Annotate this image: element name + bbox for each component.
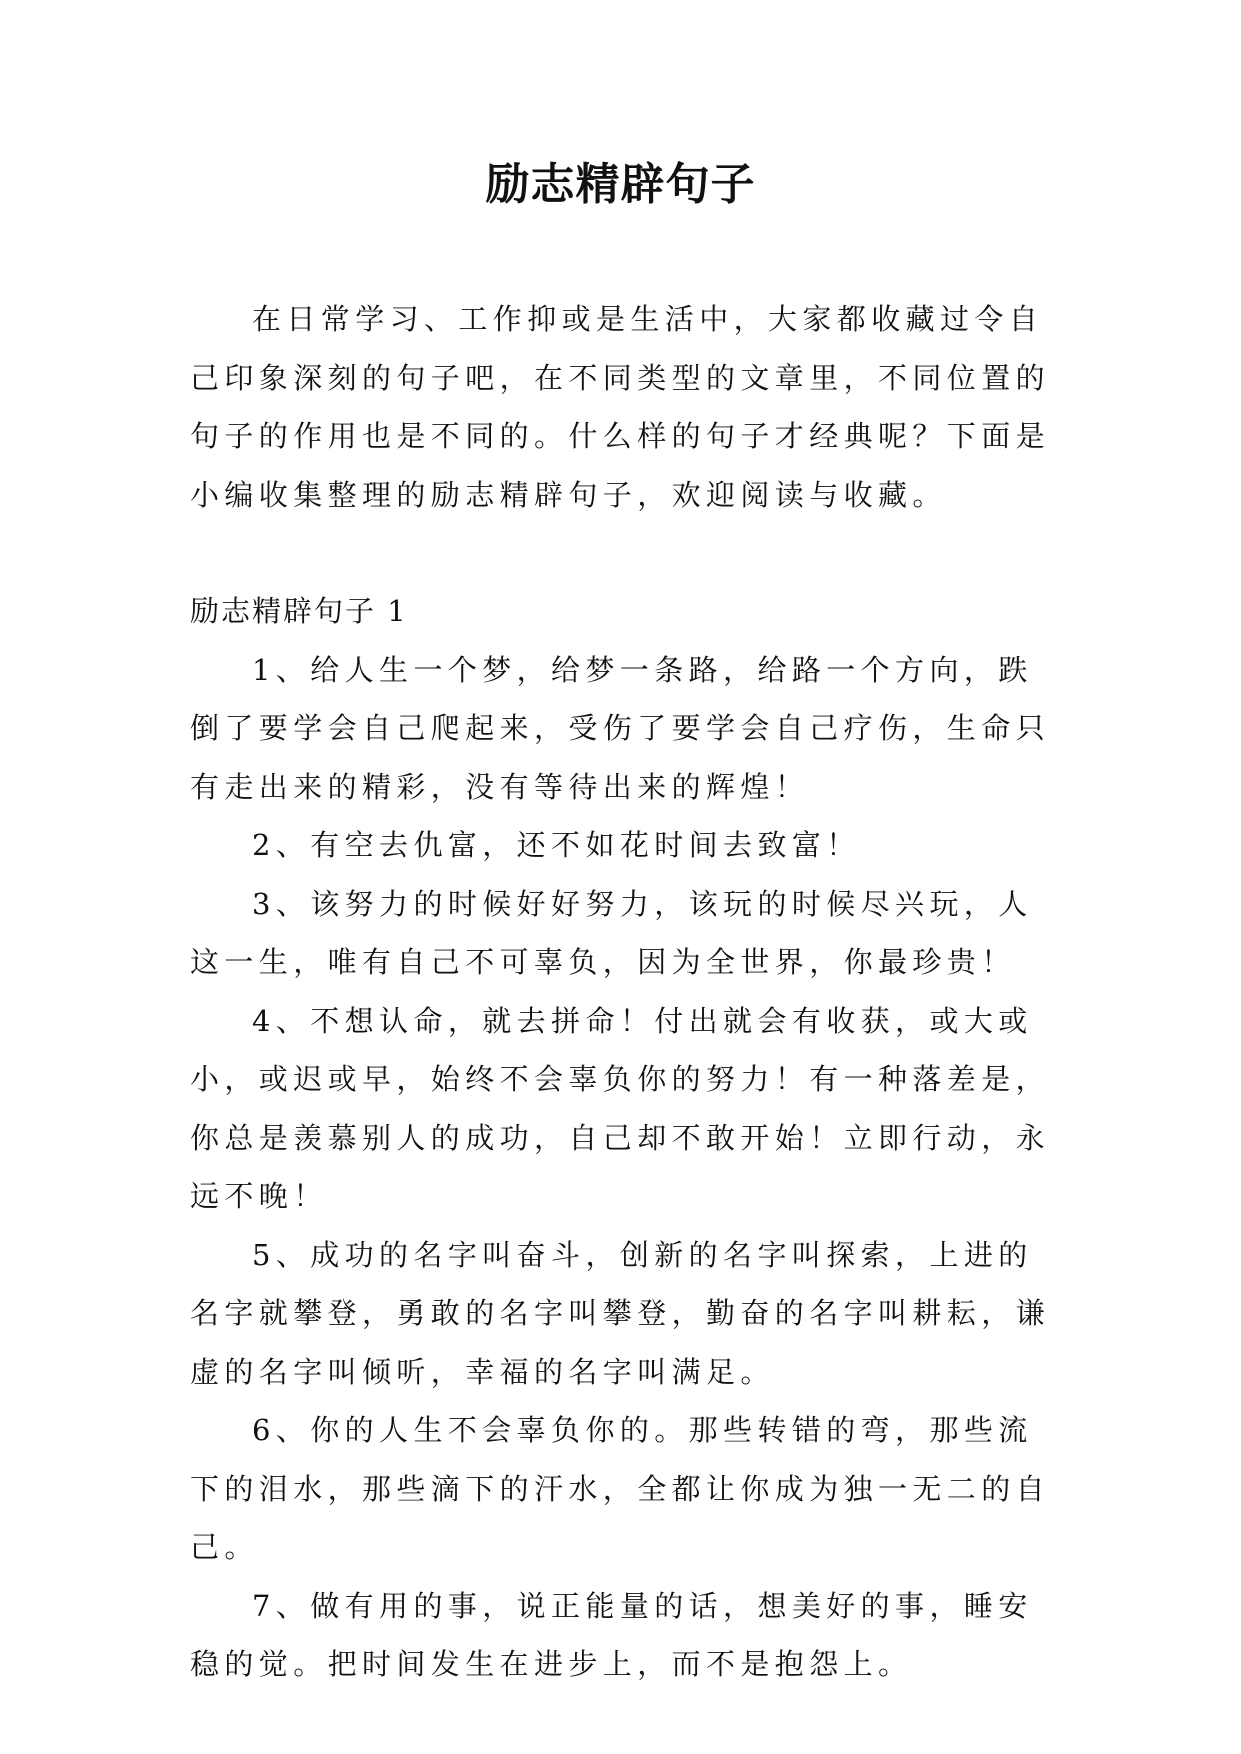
list-item: 5、成功的名字叫奋斗，创新的名字叫探索，上进的名字就攀登，勇敢的名字叫攀登，勤奋的名字叫耕耘，谦虚的名字叫倾听，幸福的名字叫满足。 [190, 1237, 1051, 1389]
list-item: 7、做有用的事，说正能量的话，想美好的事，睡安稳的觉。把时间发生在进步上，而不是抱怨上。 [190, 1588, 1033, 1681]
intro-paragraph: 在日常学习、工作抑或是生活中，大家都收藏过令自己印象深刻的句子吧，在不同类型的文章里，不同位置的句子的作用也是不同的。什么样的句子才经典呢？下面是小编收集整理的励志精辟句子，欢迎阅读与收藏。 [190, 302, 1051, 512]
document-title: 励志精辟句子 [485, 159, 756, 210]
list-item: 4、不想认命，就去拼命！付出就会有收获，或大或小，或迟或早，始终不会辜负你的努力！有一种落差是，你总是羡慕别人的成功，自己却不敢开始！立即行动，永远不晚！ [190, 1003, 1051, 1213]
list-item: 6、你的人生不会辜负你的。那些转错的弯，那些流下的泪水，那些滴下的汗水，全都让你成为独一无二的自己。 [190, 1413, 1051, 1564]
list-item: 1、给人生一个梦，给梦一条路，给路一个方向，跌倒了要学会自己爬起来，受伤了要学会自己疗伤，生命只有走出来的精彩，没有等待出来的辉煌！ [190, 652, 1051, 804]
list-item: 3、该努力的时候好好努力，该玩的时候尽兴玩，人这一生，唯有自己不可辜负，因为全世界，你最珍贵！ [190, 886, 1033, 979]
list-item: 2、有空去仇富，还不如花时间去致富！ [252, 828, 861, 862]
section-heading: 励志精辟句子 1 [190, 594, 408, 628]
document-body [190, 290, 1055, 1694]
